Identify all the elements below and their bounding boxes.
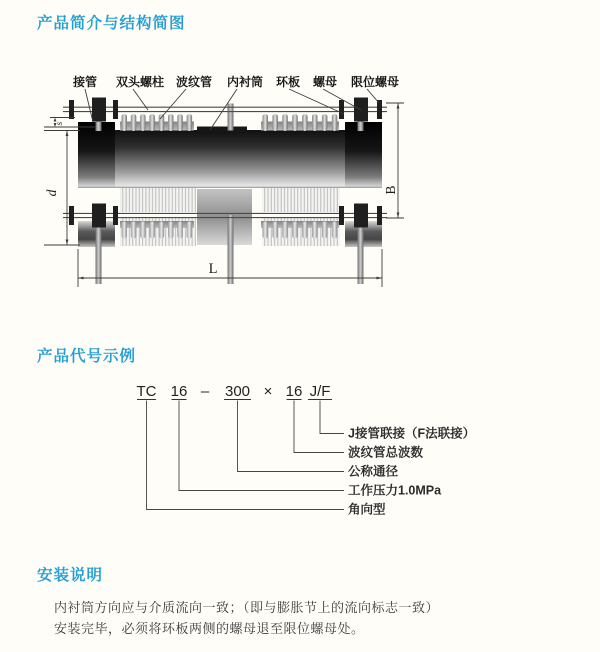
install-instructions <box>54 597 554 639</box>
dim-label-l: L <box>208 261 218 277</box>
liner-tube-lower <box>197 189 252 245</box>
code-seg-diameter: 300 <box>224 383 251 400</box>
part-label-shuangtou: 双头螺柱 <box>115 75 165 89</box>
code-seg-pressure: 16 <box>170 383 188 400</box>
dimension-d <box>44 131 80 246</box>
code-seg-waves: 16 <box>285 383 303 400</box>
code-segments <box>137 383 331 400</box>
section-title-install: 安装说明 <box>37 567 104 584</box>
pipe-end-upper-left <box>78 122 115 187</box>
dim-label-s: s <box>55 121 65 126</box>
callout-joint-type: J接管联接（F法联接） <box>348 426 476 441</box>
part-label-jieguan: 接管 <box>72 75 98 89</box>
part-label-luomu: 螺母 <box>312 75 338 89</box>
structure-diagram <box>38 60 410 298</box>
code-callout-labels <box>348 426 475 517</box>
section-title-intro: 产品简介与结构简图 <box>37 15 186 32</box>
part-label-xianweiluomu: 限位螺母 <box>350 75 400 89</box>
code-seg-joint: J/F <box>309 383 331 400</box>
code-seg-type: TC <box>136 383 157 400</box>
callout-wave-count: 波纹管总波数 <box>348 445 424 460</box>
part-label-huanban: 环板 <box>275 75 301 89</box>
part-labels <box>72 74 399 89</box>
callout-work-pressure: 工作压力1.0MPa <box>348 483 442 498</box>
code-callout-lines <box>147 401 345 510</box>
section-title-code: 产品代号示例 <box>37 348 137 365</box>
code-seg-times: × <box>263 383 273 400</box>
product-code-diagram <box>100 370 500 525</box>
dimension-b <box>386 103 404 218</box>
code-seg-dash: – <box>200 383 210 400</box>
part-label-bowenguan: 波纹管 <box>175 75 213 89</box>
part-label-neichentong: 内衬筒 <box>226 75 264 89</box>
dim-label-d: d <box>44 189 59 197</box>
callout-angular-type: 角向型 <box>348 502 386 517</box>
liner-tube-edge <box>197 127 247 133</box>
pipe-end-upper-right <box>345 122 382 187</box>
install-line-2: 安装完毕，必须将环板两侧的螺母退至限位螺母处。 <box>54 621 365 636</box>
shell-upper <box>78 130 382 187</box>
install-line-1: 内衬筒方向应与介质流向一致；（即与膨胀节上的流向标志一致） <box>54 600 440 615</box>
dim-label-b: B <box>383 185 398 195</box>
callout-nominal-dia: 公称通径 <box>348 464 399 479</box>
